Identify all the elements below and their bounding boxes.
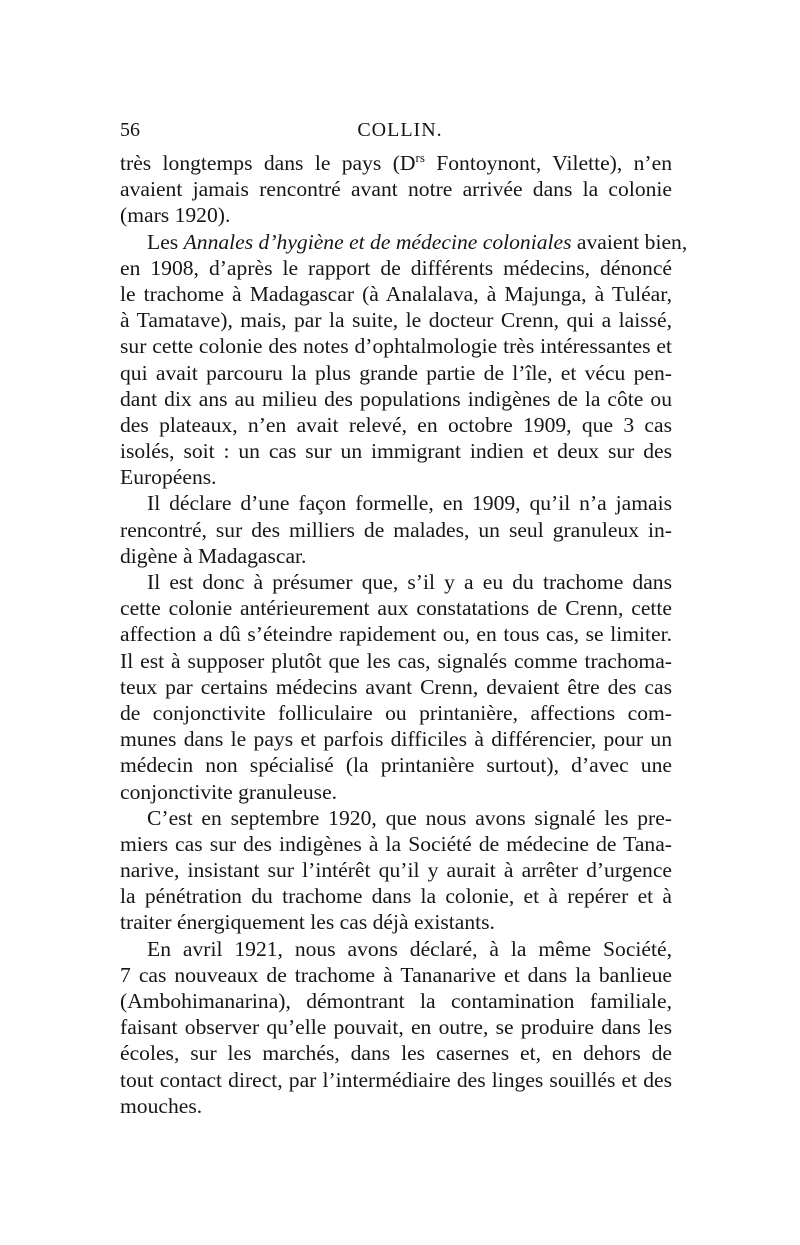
journal-title: Annales d’hygiène et de médecine coloniales — [183, 229, 572, 254]
text-line: munes dans le pays et parfois difficiles à différencier, pour un — [120, 727, 672, 752]
text-line: sur cette colonie des notes d’ophtalmologie très intéressantes et — [120, 334, 672, 359]
text-line: mouches. — [120, 1093, 203, 1118]
text-line: Il est à supposer plutôt que les cas, signalés comme trachoma- — [120, 648, 672, 673]
text-line: teux par certains médecins avant Crenn, devaient être des cas — [120, 674, 672, 699]
page-header — [120, 117, 680, 143]
text-line: (Ambohimanarina), démontrant la contamination familiale, — [120, 989, 672, 1013]
text-line: (mars 1920). — [120, 203, 231, 228]
text-line: affection a dû s’éteindre rapidement ou, en tous cas, se limiter. — [120, 622, 672, 647]
text-line: dant dix ans au milieu des populations indigènes de la côte ou — [120, 386, 672, 411]
paragraph — [120, 229, 688, 491]
text-line: le trachome à Madagascar (à Analalava, à Majunga, à Tuléar, — [120, 281, 672, 306]
text-line: médecin non spécialisé (la printanière surtout), d’avec une — [120, 753, 672, 778]
running-title: COLLIN. — [357, 119, 443, 141]
text-line: écoles, sur les marchés, dans les casernes et, en dehors de — [120, 1041, 672, 1066]
paragraph — [120, 936, 672, 1119]
text-line: tout contact direct, par l’intermédiaire des linges souillés et des — [120, 1067, 672, 1092]
body-text — [120, 149, 688, 1119]
text-line: Il est donc à présumer que, s’il y a eu du trachome dans — [147, 570, 672, 594]
text-line: En avril 1921, nous avons déclaré, à la même Société, — [147, 936, 672, 961]
text-line: isolés, soit : un cas sur un immigrant indien et deux sur des — [120, 439, 672, 464]
text-line: des plateaux, n’en avait relevé, en octobre 1909, que 3 cas — [120, 412, 672, 437]
text-line: Européens. — [120, 465, 217, 490]
paragraph — [120, 805, 672, 936]
text-line: rencontré, sur des milliers de malades, un seul granuleux in- — [120, 517, 672, 542]
text-line: traiter énergiquement les cas déjà existants. — [120, 910, 495, 935]
text-line: avaient jamais rencontré avant notre arrivée dans la colonie — [120, 177, 672, 202]
text-line: 7 cas nouveaux de trachome à Tananarive et dans la banlieue — [120, 962, 672, 987]
text-line: conjonctivite granuleuse. — [120, 779, 338, 804]
paragraph — [120, 490, 672, 569]
page-number: 56 — [120, 119, 140, 141]
paragraph — [120, 569, 672, 805]
text-line: très longtemps dans le pays ($D^{rs}$ Fontoynont, Vilette), n’en — [120, 149, 672, 175]
text-line: faisant observer qu’elle pouvait, en outre, se produire dans les — [120, 1015, 672, 1040]
text-line: digène à Madagascar. — [120, 543, 307, 568]
superscript: rs — [415, 149, 425, 165]
text-line: la pénétration du trachome dans la colonie, et à repérer et à — [120, 884, 672, 909]
text-line: de conjonctivite folliculaire ou printanière, affections com- — [120, 700, 672, 725]
text-line: qui avait parcouru la plus grande partie de l’île, et vécu pen- — [120, 360, 672, 385]
text-line: Les Annales d’hygiène et de médecine coloniales avaient bien, — [147, 229, 688, 254]
text-line: miers cas sur des indigènes à la Société de médecine de Tana- — [120, 831, 672, 856]
paragraph — [120, 150, 672, 229]
text-line: Il déclare d’une façon formelle, en 1909, qu’il n’a jamais — [147, 491, 672, 516]
text-line: narive, insistant sur l’intérêt qu’il y aurait à arrêter d’urgence — [120, 858, 672, 883]
text-line: cette colonie antérieurement aux constatations de Crenn, cette — [120, 596, 672, 621]
text-line: en 1908, d’après le rapport de différents médecins, dénoncé — [120, 255, 672, 280]
text-line: à Tamatave), mais, par la suite, le docteur Crenn, qui a laissé, — [120, 308, 672, 333]
text-line: C’est en septembre 1920, que nous avons signalé les pre- — [147, 805, 672, 830]
